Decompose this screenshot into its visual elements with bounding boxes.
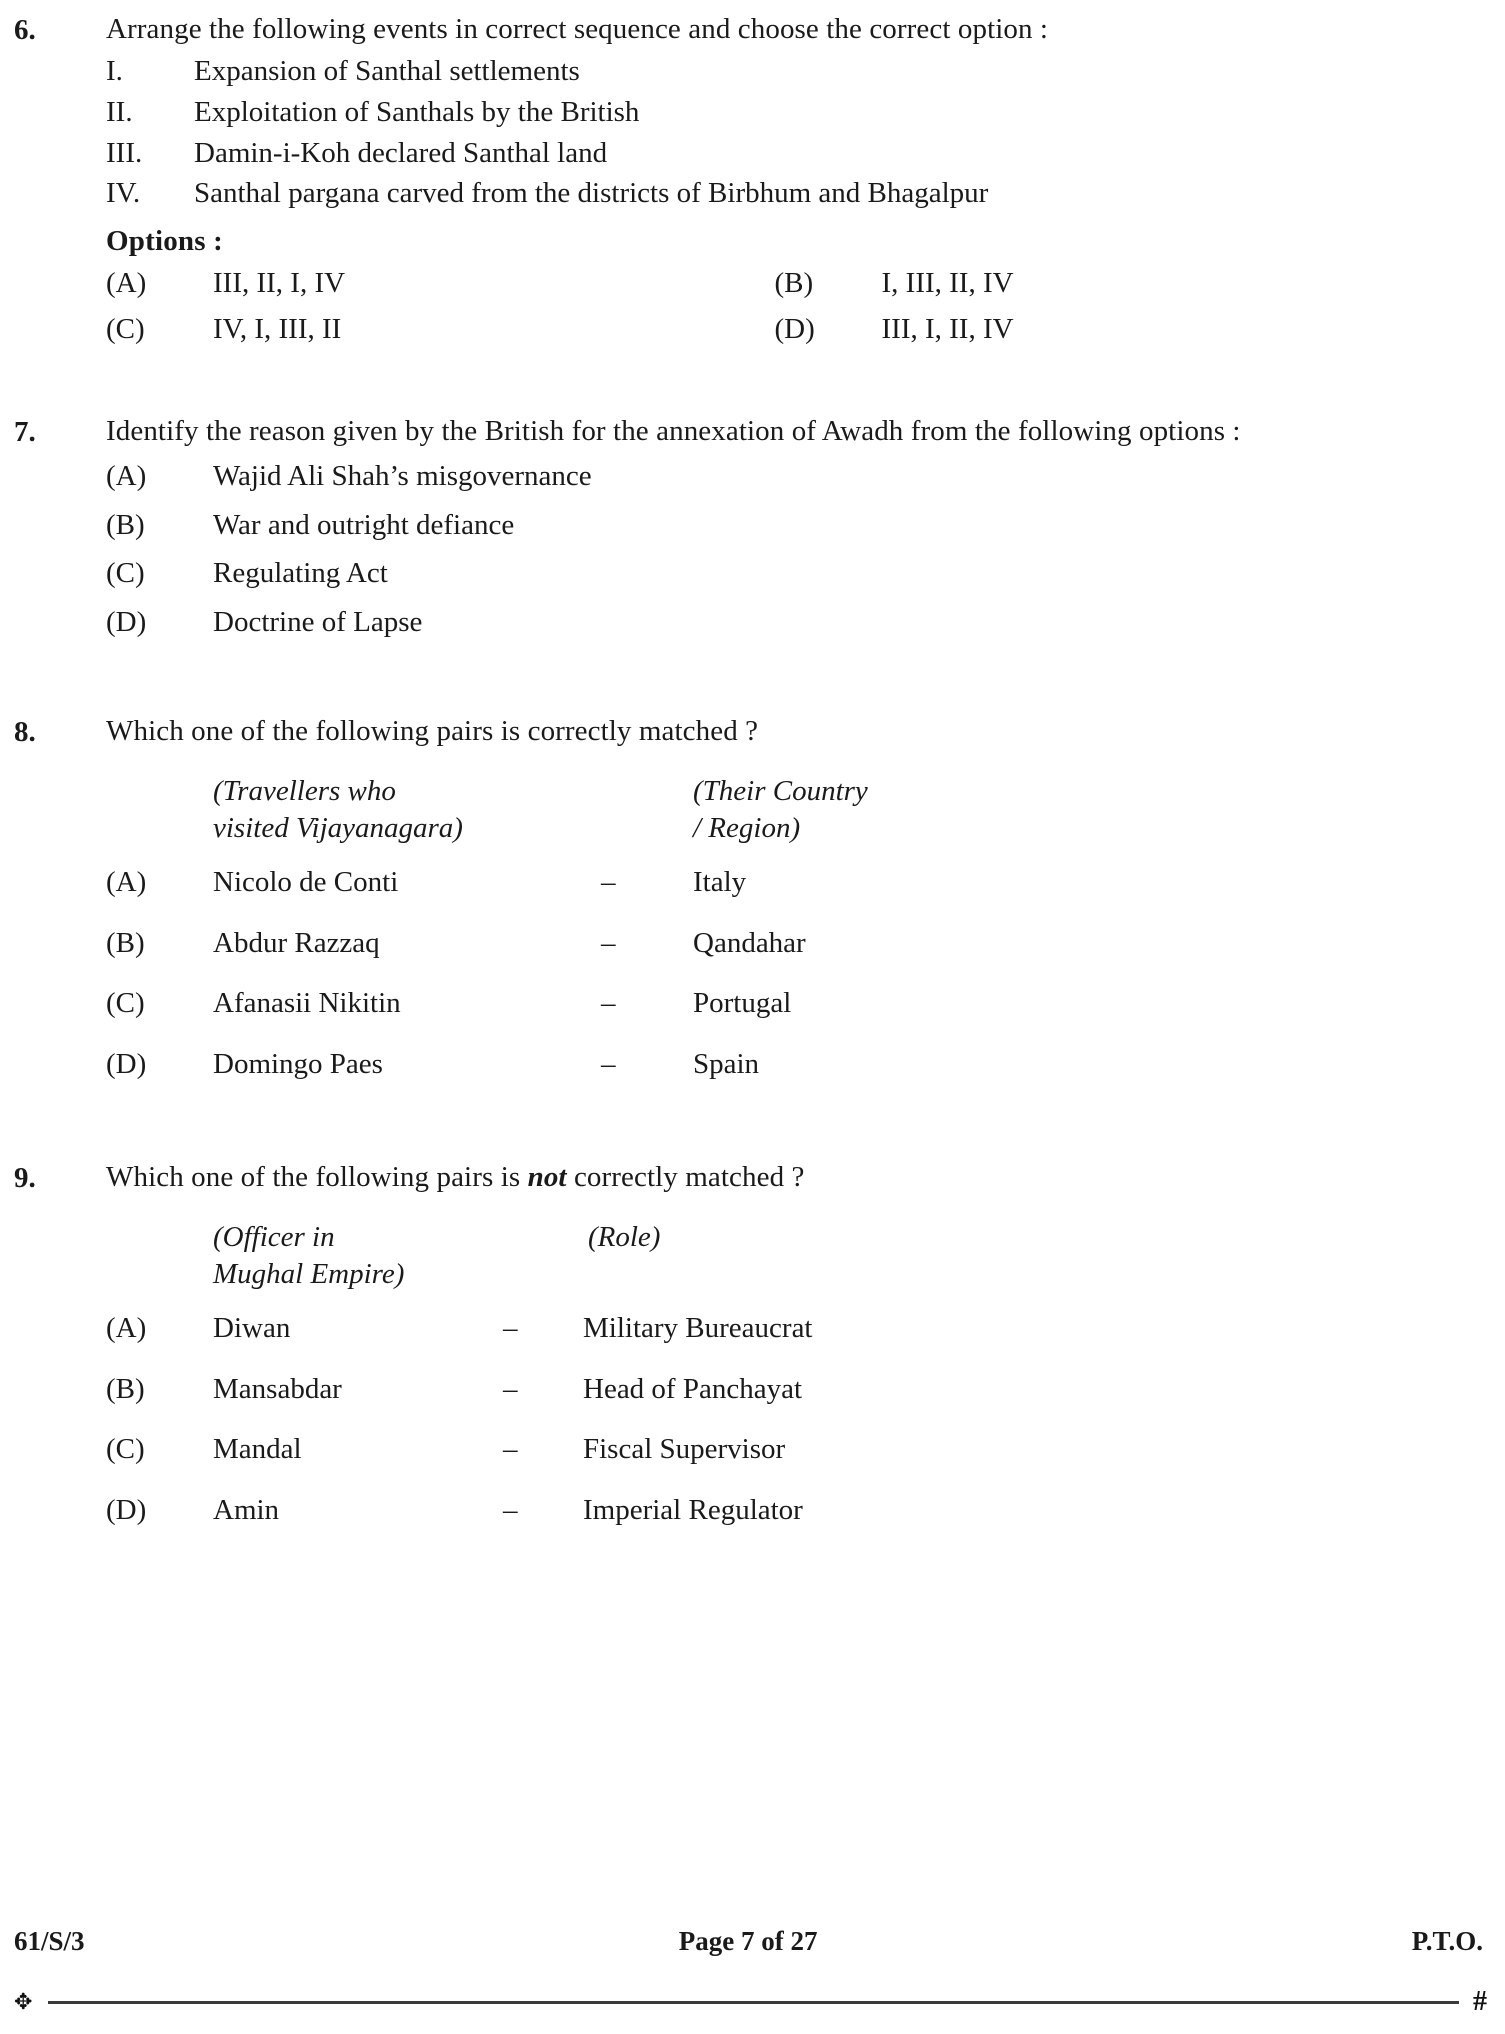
header-right-line1: (Their Country	[693, 775, 868, 808]
table-row[interactable]	[106, 924, 1443, 963]
pair-left: Abdur Razzaq	[213, 926, 380, 959]
option-key: (B)	[106, 1372, 145, 1405]
pair-right: Fiscal Supervisor	[583, 1433, 786, 1466]
pair-left: Mandal	[213, 1433, 302, 1466]
spacer	[14, 356, 1443, 412]
header-right-line2: / Region)	[693, 811, 801, 844]
option-key: (C)	[106, 557, 145, 590]
option-value: War and outright defiance	[213, 508, 515, 541]
pair-left: Amin	[213, 1494, 280, 1527]
option-d[interactable]	[106, 603, 1443, 642]
pair-left: Nicolo de Conti	[213, 865, 399, 898]
sub-item-label: IV.	[106, 177, 141, 210]
option-key: (D)	[774, 313, 815, 346]
question-8-stem	[106, 712, 1443, 751]
question-8-number: 8.	[14, 716, 36, 749]
pair-right: Imperial Regulator	[583, 1494, 803, 1527]
pair-right: Qandahar	[693, 926, 806, 959]
pair-left: Mansabdar	[213, 1372, 342, 1405]
sub-item-label: I.	[106, 54, 123, 87]
option-b[interactable]	[775, 264, 1444, 303]
option-key: (A)	[106, 459, 147, 492]
question-7-stem: Identify the reason given by the British for the annexation of Awadh from the following options :	[106, 414, 1241, 447]
pair-right: Head of Panchayat	[583, 1372, 803, 1405]
sub-item-text: Expansion of Santhal settlements	[194, 54, 580, 87]
question-7-number: 7.	[14, 415, 36, 448]
question-6-options	[106, 264, 1443, 356]
option-value: Wajid Ali Shah’s misgovernance	[213, 459, 592, 492]
option-key: (B)	[106, 508, 145, 541]
dash-separator: –	[503, 1433, 518, 1466]
option-value: III, I, II, IV	[881, 313, 1014, 346]
list-item	[106, 93, 1443, 132]
option-key: (D)	[106, 1048, 147, 1081]
sub-item-text: Santhal pargana carved from the districts of Birbhum and Bhagalpur	[194, 177, 989, 210]
option-value: Doctrine of Lapse	[213, 606, 423, 639]
option-value: Regulating Act	[213, 557, 388, 590]
header-left-line1: (Officer in	[213, 1220, 335, 1253]
question-8-rows	[106, 863, 1443, 1084]
spacer	[14, 1106, 1443, 1158]
question-7-body	[106, 412, 1443, 652]
option-b[interactable]	[106, 506, 1443, 545]
option-key: (C)	[106, 313, 145, 346]
page-footer	[0, 1914, 1505, 2034]
header-right	[588, 1219, 660, 1293]
question-9-body	[106, 1158, 1443, 1552]
table-row[interactable]	[106, 1045, 1443, 1084]
stem-emphasis: not	[527, 1161, 567, 1194]
stem-suffix: correctly matched ?	[527, 715, 759, 748]
stem-prefix: Which one of the following pairs is	[106, 715, 528, 748]
question-7-options	[106, 457, 1443, 642]
option-key: (B)	[106, 926, 145, 959]
option-a[interactable]	[106, 264, 775, 303]
pto-label: P.T.O.	[1411, 1926, 1483, 1956]
header-dash-spacer	[601, 773, 693, 847]
pair-right: Portugal	[693, 987, 792, 1020]
dash-separator: –	[601, 1048, 616, 1081]
question-6-number: 6.	[14, 14, 36, 46]
option-key: (D)	[106, 1494, 147, 1527]
stem-prefix: Which one of the following pairs is	[106, 1161, 528, 1194]
table-row[interactable]	[106, 863, 1443, 902]
question-8-body	[106, 712, 1443, 1106]
question-8-table-headers	[106, 773, 1443, 847]
option-key: (A)	[106, 267, 147, 300]
option-key: (D)	[106, 606, 147, 639]
sub-item-label: III.	[106, 136, 143, 169]
question-6-body	[106, 10, 1443, 356]
question-6-options-heading: Options :	[106, 225, 224, 258]
sub-item-text: Exploitation of Santhals by the British	[194, 95, 640, 128]
option-c[interactable]	[106, 310, 775, 349]
header-left-line1: (Travellers who	[213, 775, 396, 808]
option-d[interactable]	[775, 310, 1444, 349]
question-9-number: 9.	[14, 1162, 36, 1195]
dash-separator: –	[503, 1311, 518, 1344]
option-key: (C)	[106, 987, 145, 1020]
question-7	[14, 412, 1443, 652]
pair-left: Afanasii Nikitin	[213, 987, 401, 1020]
hash-mark-icon: #	[1473, 1986, 1487, 2017]
page-number: Page 7 of 27	[678, 1926, 818, 1956]
dash-separator: –	[503, 1372, 518, 1405]
option-key: (A)	[106, 865, 147, 898]
dash-separator: –	[601, 926, 616, 959]
header-left	[213, 773, 601, 847]
horizontal-rule	[48, 2001, 1459, 2004]
question-9-stem	[106, 1158, 1443, 1197]
footer-row	[14, 1926, 1483, 1957]
flower-mark-icon: ✥	[14, 1989, 33, 2014]
table-row[interactable]	[106, 1309, 1443, 1348]
paper-code: 61/S/3	[14, 1926, 85, 1956]
pair-left: Domingo Paes	[213, 1048, 383, 1081]
spacer	[14, 652, 1443, 712]
header-left-line2: Mughal Empire)	[213, 1257, 405, 1290]
table-row[interactable]	[106, 1370, 1443, 1409]
pair-right: Italy	[693, 865, 747, 898]
question-9	[14, 1158, 1443, 1552]
dash-separator: –	[601, 865, 616, 898]
question-9-table-headers	[106, 1219, 1443, 1293]
table-row[interactable]	[106, 1430, 1443, 1469]
table-row[interactable]	[106, 984, 1443, 1023]
list-item	[106, 134, 1443, 173]
option-c[interactable]	[106, 554, 1443, 593]
option-value: III, II, I, IV	[213, 267, 346, 300]
option-key: (C)	[106, 1433, 145, 1466]
header-right-line1: (Role)	[588, 1220, 661, 1253]
question-9-rows	[106, 1309, 1443, 1530]
stem-suffix: correctly matched ?	[566, 1161, 805, 1194]
sub-item-label: II.	[106, 95, 133, 128]
question-6-sub-items	[106, 52, 1443, 213]
question-8	[14, 712, 1443, 1106]
pair-left: Diwan	[213, 1311, 291, 1344]
question-6-stem: Arrange the following events in correct sequence and choose the correct option :	[106, 13, 1049, 45]
footer-rule	[14, 1988, 1487, 2016]
question-6	[14, 10, 1443, 356]
option-value: IV, I, III, II	[213, 313, 342, 346]
dash-separator: –	[601, 987, 616, 1020]
option-key: (B)	[774, 267, 814, 300]
header-left	[213, 1219, 588, 1293]
list-item	[106, 52, 1443, 91]
pair-right: Military Bureaucrat	[583, 1311, 813, 1344]
list-item	[106, 174, 1443, 213]
option-value: I, III, II, IV	[881, 267, 1014, 300]
pair-right: Spain	[693, 1048, 760, 1081]
option-a[interactable]	[106, 457, 1443, 496]
table-row[interactable]	[106, 1491, 1443, 1530]
sub-item-text: Damin-i-Koh declared Santhal land	[194, 136, 608, 169]
header-right	[693, 773, 868, 847]
dash-separator: –	[503, 1494, 518, 1527]
option-key: (A)	[106, 1311, 147, 1344]
header-left-line2: visited Vijayanagara)	[213, 811, 463, 844]
